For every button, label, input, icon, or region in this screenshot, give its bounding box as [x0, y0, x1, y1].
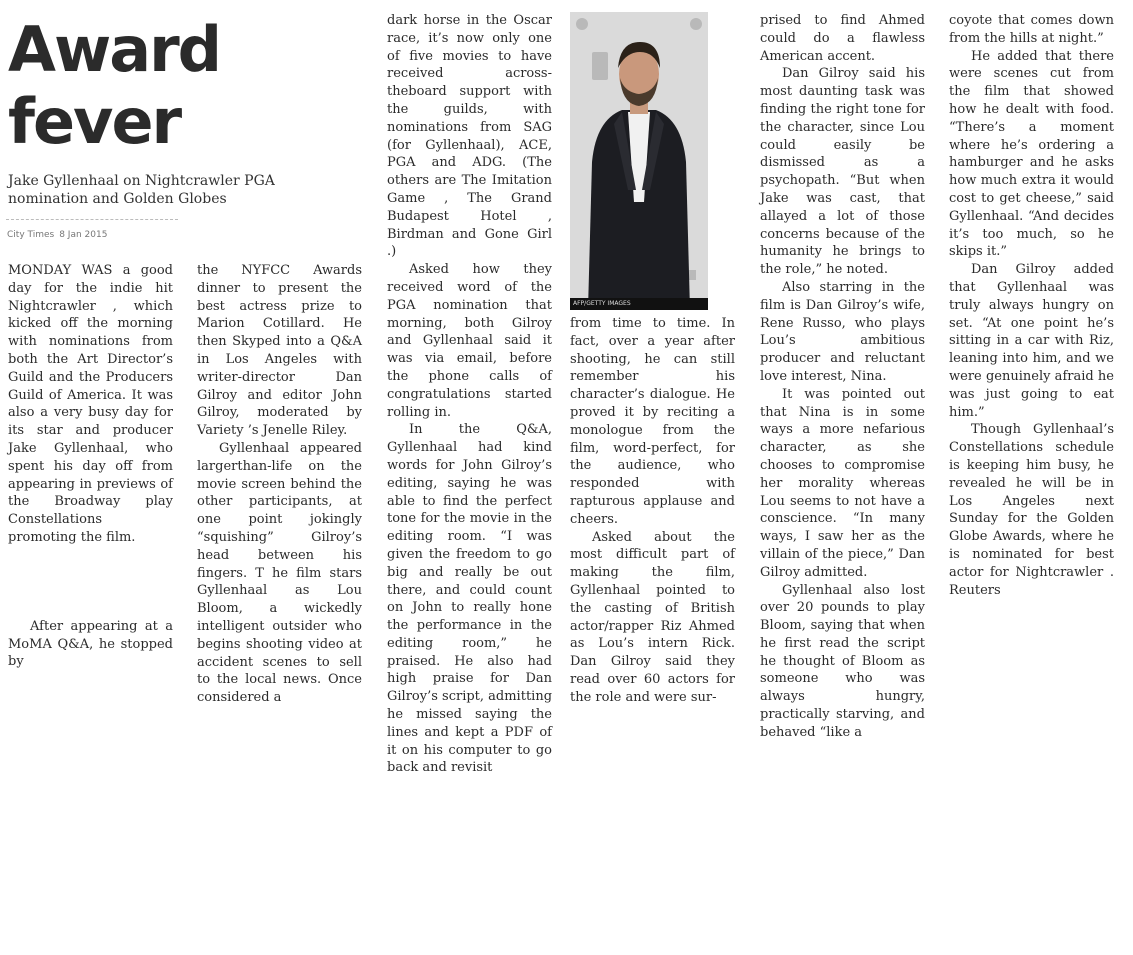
paragraph: MONDAY WAS a good day for the indie hit Nightcrawler , which kicked off the morning with nominations from both the Art Director’s Guild and the Producers Guild of America. It was also a very busy day for its star and producer Jake Gyllenhaal, who spent his day off from appearing in previews of the Broadway play Constellations promoting the film. [8, 263, 173, 545]
paragraph: Dan Gilroy added that Gyllenhaal was truly always hungry on set. “At one point he’s sitting in a car with Riz, leaning into him, and we were genuinely afraid he was just going to eat him.” [949, 262, 1114, 420]
headline-line-2: fever [8, 85, 181, 158]
paragraph: dark horse in the Oscar race, it’s now only one of five movies to have received across-theboard support with the guilds, with nominations from SAG (for Gyllenhaal), ACE, PGA and ADG. (The others are The Imitation Game , The Grand Budapest Hotel , Birdman and Gone Girl .) [387, 13, 552, 260]
actor-photo [570, 12, 708, 310]
paragraph: In the Q&A, Gyllenhaal had kind words for John Gilroy’s editing, saying he was able to find the perfect tone for the movie in the editing room. “I was given the freedom to go big and really be out there, and could count on John to really hone the performance in the editing room,” he praised. He also had high praise for Dan Gilroy’s script, admitting he missed saying the lines and kept a PDF of it on his computer to go back and revisit [387, 422, 553, 776]
paragraph: He added that there were scenes cut from the film that showed how he dealt with food. “There’s a moment where he’s ordering a hamburger and he asks how much extra it would cost to get cheese,” said Gyllenhaal. “And decides it’s too much, so he skips it.” [949, 48, 1114, 260]
source-label: City Times [7, 230, 55, 240]
paragraph: the NYFCC Awards dinner to present the best actress prize to Marion Cotillard. He then Skyped into a Q&A in Los Angeles with writer-director Dan Gilroy and editor John Gilroy, moderated by Variety ’s Jenelle Riley. [197, 263, 362, 439]
byline [7, 230, 107, 240]
paragraph: Asked how they received word of the PGA nomination that morning, both Gilroy and Gyllenhaal said it was via email, before the phone calls of congratulations started rolling in. [387, 262, 552, 420]
headline [8, 14, 228, 158]
paragraph: After appearing at a MoMA Q&A, he stopped by [8, 618, 173, 670]
actor-photo-image [570, 12, 708, 310]
paragraph: Gyllenhaal appeared largerthan-life on the movie screen behind the other participants, at one point jokingly “squishing” Gilroy’s head between his fingers. T he film stars Gyllenhaal as Lou Bloom, a wickedly intelligent outsider who begins shooting video at accident scenes to sell to the local news. Once considered a [197, 440, 362, 706]
article-column-4 [570, 315, 735, 955]
divider [6, 219, 178, 220]
headline-line-1: Award [8, 13, 221, 86]
article-column-2 [197, 262, 362, 902]
photo-credit: AFP/GETTY IMAGES [570, 298, 708, 310]
article-column-5 [760, 12, 925, 740]
paragraph: Asked about the most difficult part of making the film, Gyllenhaal pointed to the casting of British actor/rapper Riz Ahmed as Lou’s intern Rick. Dan Gilroy said they read over 60 actors for the role and were sur- [570, 529, 735, 705]
subheadline: Jake Gyllenhaal on Nightcrawler PGA nomination and Golden Globes [8, 173, 275, 207]
article-column-6 [949, 12, 1114, 652]
date-label: 8 Jan 2015 [59, 230, 108, 240]
paragraph: Dan Gilroy said his most daunting task was finding the right tone for the character, since Lou could easily be dismissed as a psychopath. “But when Jake was cast, that allayed a lot of those concerns because of the humanity he brings to the role,” he noted. [760, 66, 925, 278]
paragraph: Also starring in the film is Dan Gilroy’s wife, Rene Russo, who plays Lou’s ambitious producer and reluctant love interest, Nina. [760, 279, 925, 384]
paragraph: from time to time. In fact, over a year after shooting, he can still remember his character’s dialogue. He proved it by reciting a monologue from the film, word-perfect, for the audience, who responded with rapturous applause and cheers. [570, 316, 735, 527]
article-column-1 [8, 262, 173, 902]
paragraph: Though Gyllenhaal’s Constellations schedule is keeping him busy, he revealed he will be in Los Angeles next Sunday for the Golden Globe Awards, where he is nominated for best actor for Nightcrawler . Reuters [949, 422, 1114, 598]
paragraph: It was pointed out that Nina is in some ways a more nefarious character, as she chooses to compromise her morality whereas Lou seems to not have a conscience. “In many ways, I saw her as the villain of the piece,” Dan Gilroy admitted. [760, 386, 925, 580]
paragraph: prised to find Ahmed could do a flawless American accent. [760, 13, 925, 64]
article-column-3 [387, 12, 553, 776]
paragraph: coyote that comes down from the hills at night.” [949, 13, 1114, 46]
paragraph: Gyllenhaal also lost over 20 pounds to play Bloom, saying that when he first read the script he thought of Bloom as someone who was always hungry, practically starving, and behaved “like a [760, 582, 925, 740]
